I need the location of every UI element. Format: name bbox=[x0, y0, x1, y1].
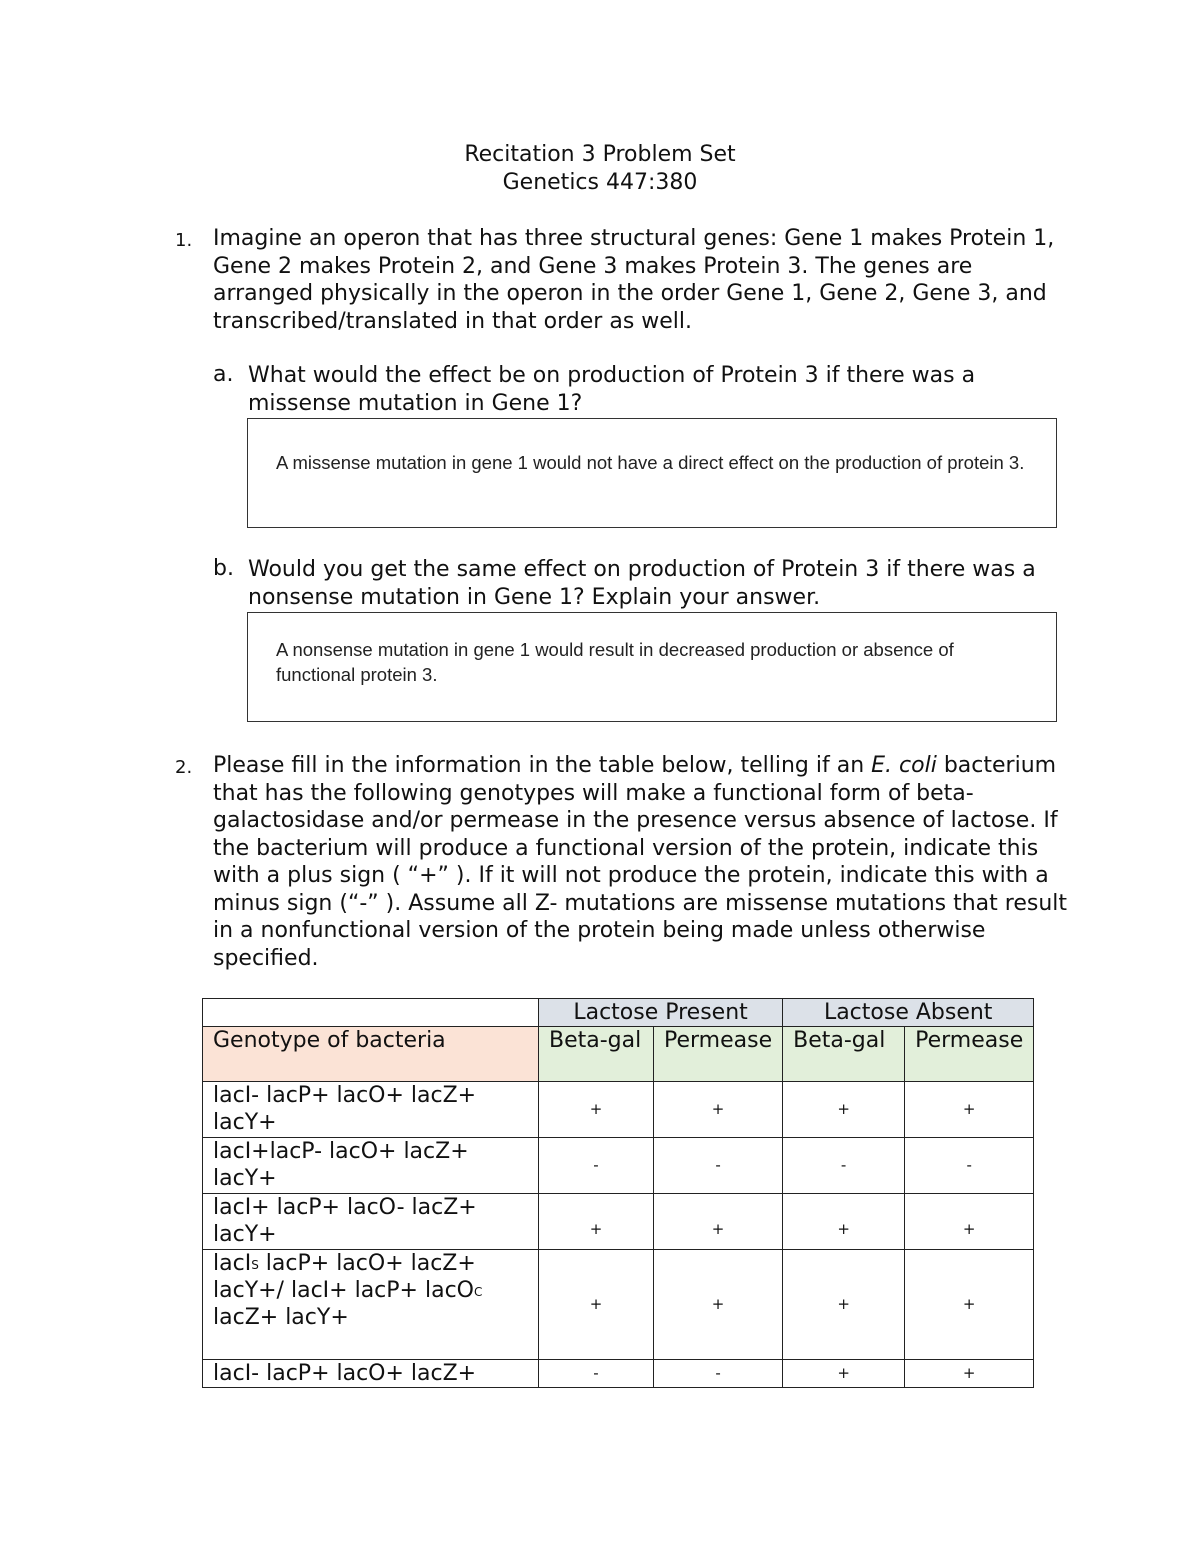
e-coli-italic: E. coli bbox=[871, 753, 937, 778]
value-cell[interactable]: + bbox=[905, 1250, 1034, 1360]
value-cell[interactable]: + bbox=[539, 1194, 654, 1250]
superscript-s: S bbox=[251, 1258, 259, 1272]
value-cell[interactable]: + bbox=[539, 1250, 654, 1360]
value-cell[interactable]: + bbox=[783, 1194, 905, 1250]
value-cell[interactable]: - bbox=[654, 1360, 783, 1388]
genotype-cell bbox=[203, 1082, 539, 1138]
question-1b-letter: b. bbox=[213, 556, 234, 581]
genotype-cell bbox=[203, 1360, 539, 1388]
value-cell[interactable]: + bbox=[783, 1082, 905, 1138]
table-row bbox=[203, 1250, 1034, 1360]
lactose-present-header: Lactose Present bbox=[539, 999, 783, 1027]
value-cell[interactable]: - bbox=[905, 1138, 1034, 1194]
genotype-lacis-rest: lacP+ lacO+ lacZ+ lacY+/ bbox=[213, 1251, 476, 1303]
genotype-laco-rest: lacZ+ lacY+ bbox=[213, 1305, 349, 1330]
table-row bbox=[203, 1138, 1034, 1194]
table-row bbox=[203, 1360, 1034, 1388]
value-cell[interactable]: + bbox=[539, 1082, 654, 1138]
value-cell[interactable]: - bbox=[539, 1360, 654, 1388]
table-column-header-row bbox=[203, 1027, 1034, 1082]
question-2-text bbox=[213, 752, 1073, 972]
value-cell[interactable]: - bbox=[539, 1138, 654, 1194]
question-1b-text: Would you get the same effect on production of Protein 3 if there was a nonsense mutation in Gene 1? Explain your answer. bbox=[248, 557, 1036, 610]
question-1a-letter: a. bbox=[213, 362, 234, 387]
table-row bbox=[203, 1194, 1034, 1250]
value-cell[interactable]: + bbox=[654, 1194, 783, 1250]
lactose-absent-header: Lactose Absent bbox=[783, 999, 1034, 1027]
question-2-number: 2. bbox=[175, 757, 193, 778]
value-cell[interactable]: + bbox=[905, 1360, 1034, 1388]
answer-1a-text: A missense mutation in gene 1 would not have a direct effect on the production of protein 3. bbox=[276, 452, 1025, 473]
value-cell[interactable]: - bbox=[654, 1138, 783, 1194]
answer-box-1b[interactable] bbox=[247, 612, 1057, 722]
genotype-laco-prefix: lacI+ lacP+ lacO bbox=[290, 1278, 474, 1303]
genotype-table bbox=[202, 998, 1034, 1388]
value-cell[interactable]: - bbox=[783, 1138, 905, 1194]
question-1a-text: What would the effect be on production of Protein 3 if there was a missense mutation in Gene 1? bbox=[248, 363, 976, 416]
answer-box-1a[interactable] bbox=[247, 418, 1057, 528]
value-cell[interactable]: + bbox=[905, 1082, 1034, 1138]
page-title: Recitation 3 Problem Set bbox=[464, 142, 736, 167]
genotype-text: lacI- lacP+ lacO+ lacZ+ lacY+ bbox=[213, 1083, 477, 1135]
question-2-text-part-1: Please fill in the information in the table below, telling if an bbox=[213, 753, 872, 778]
beta-gal-present-header: Beta-gal bbox=[539, 1027, 654, 1082]
value-cell[interactable]: + bbox=[654, 1250, 783, 1360]
genotype-lacis-prefix: lacI bbox=[213, 1251, 252, 1276]
value-cell[interactable]: + bbox=[783, 1250, 905, 1360]
table-group-header-row bbox=[203, 999, 1034, 1027]
question-2-text-break bbox=[937, 753, 944, 778]
genotype-cell bbox=[203, 1138, 539, 1194]
table-row bbox=[203, 1082, 1034, 1138]
genotype-cell bbox=[203, 1194, 539, 1250]
permease-present-header: Permease bbox=[654, 1027, 783, 1082]
genotype-text: lacI- lacP+ lacO+ lacZ+ bbox=[213, 1361, 477, 1386]
value-cell[interactable]: + bbox=[783, 1360, 905, 1388]
answer-1b-text: A nonsense mutation in gene 1 would result in decreased production or absence of functional protein 3. bbox=[276, 639, 954, 685]
genotype-text: lacI+lacP- lacO+ lacZ+ lacY+ bbox=[213, 1139, 469, 1191]
superscript-c: C bbox=[473, 1285, 483, 1299]
question-1-text: Imagine an operon that has three structural genes: Gene 1 makes Protein 1, Gene 2 makes Protein 2, and Gene 3 makes Protein 3. The genes are arranged physically in the operon in the order Gene 1, Gene 2, Gene 3, and transcribed/translated in that order as well. bbox=[213, 226, 1055, 334]
table-empty-corner bbox=[203, 999, 539, 1027]
course-subtitle: Genetics 447:380 bbox=[502, 170, 698, 195]
question-2-text-part-2: bacterium that has the following genotypes will make a functional form of beta-galactosidase and/or permease in the presence versus absence of lactose. If the bacterium will produce a functional version of the protein, indicate this with a plus sign ( “+” ). If it will not produce the protein, indicate this with a minus sign (“-” ). Assume all Z- mutations are missense mutations that result in a nonfunctional version of the protein being made unless otherwise specified. bbox=[213, 753, 1068, 971]
value-cell[interactable]: + bbox=[905, 1194, 1034, 1250]
value-cell[interactable]: + bbox=[654, 1082, 783, 1138]
genotype-text: lacI+ lacP+ lacO- lacZ+ lacY+ bbox=[213, 1195, 477, 1247]
beta-gal-absent-header: Beta-gal bbox=[783, 1027, 905, 1082]
question-1-number: 1. bbox=[175, 230, 193, 251]
genotype-cell bbox=[203, 1250, 539, 1360]
permease-absent-header: Permease bbox=[905, 1027, 1034, 1082]
genotype-column-header: Genotype of bacteria bbox=[203, 1027, 539, 1082]
